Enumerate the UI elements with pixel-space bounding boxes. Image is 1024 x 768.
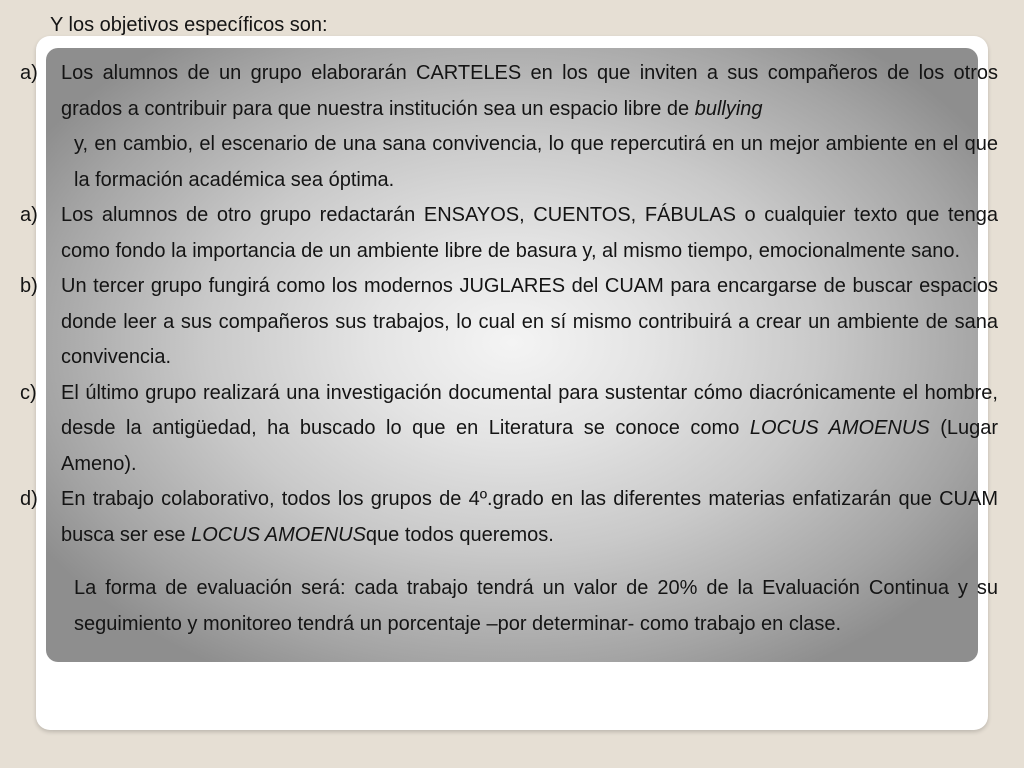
item-text: El último grupo realizará una investigación documental para sustentar cómo diacrónicamente el hombre, desde la antigüedad, ha buscado lo que en Literatura se conoce como: [61, 381, 998, 439]
evaluation-paragraph: La forma de evaluación será: cada trabajo tendrá un valor de 20% de la Evaluación Continua y su seguimiento y monitoreo tendrá un porcentaje –por determinar- como trabajo en clase.: [74, 577, 998, 635]
list-item: [20, 198, 998, 269]
item-emphasis: LOCUS AMOENUS: [749, 417, 930, 439]
list-marker: a): [20, 62, 38, 84]
item-emphasis: bullying: [694, 97, 763, 120]
list-item-text: [61, 198, 998, 269]
list-item-text: [61, 56, 998, 127]
item-text-after: que todos queremos.: [365, 523, 554, 546]
item-text: Los alumnos de un grupo elaborarán CARTELES en los que inviten a sus compañeros de los otros grados a contribuir para que nuestra institución sea un espacio libre de: [61, 62, 998, 120]
list-item-text: [61, 376, 998, 483]
list-item: [20, 376, 998, 483]
list-marker: d): [20, 488, 38, 510]
list-marker: b): [20, 275, 38, 297]
objectives-list: [20, 56, 998, 642]
item-text-after: (Lugar Ameno).: [61, 417, 999, 475]
list-item-text: [61, 269, 998, 376]
list-item: [20, 269, 998, 376]
list-item-text: [61, 482, 998, 553]
list-item: [20, 56, 998, 127]
slide-heading: Y los objetivos específicos son:: [50, 14, 328, 36]
item-text: En trabajo colaborativo, todos los grupos de 4º.grado en las diferentes materias enfatizarán que CUAM busca ser ese: [61, 488, 998, 546]
item-text: Un tercer grupo fungirá como los modernos JUGLARES del CUAM para encargarse de buscar espacios donde leer a sus compañeros sus trabajos, lo cual en sí mismo contribuirá a crear un ambiente de sana convivencia.: [61, 275, 998, 368]
list-marker: a): [20, 204, 38, 226]
item-text: Los alumnos de otro grupo redactarán ENSAYOS, CUENTOS, FÁBULAS o cualquier texto que tenga como fondo la importancia de un ambiente libre de basura y, al mismo tiempo, emocionalmente sano.: [61, 204, 998, 262]
list-item: [20, 482, 998, 553]
list-item-continuation: y, en cambio, el escenario de una sana convivencia, lo que repercutirá en un mejor ambiente en el que la formación académica sea óptima.: [74, 133, 998, 191]
list-marker: c): [20, 381, 37, 404]
item-emphasis: LOCUS AMOENUS: [191, 523, 366, 546]
